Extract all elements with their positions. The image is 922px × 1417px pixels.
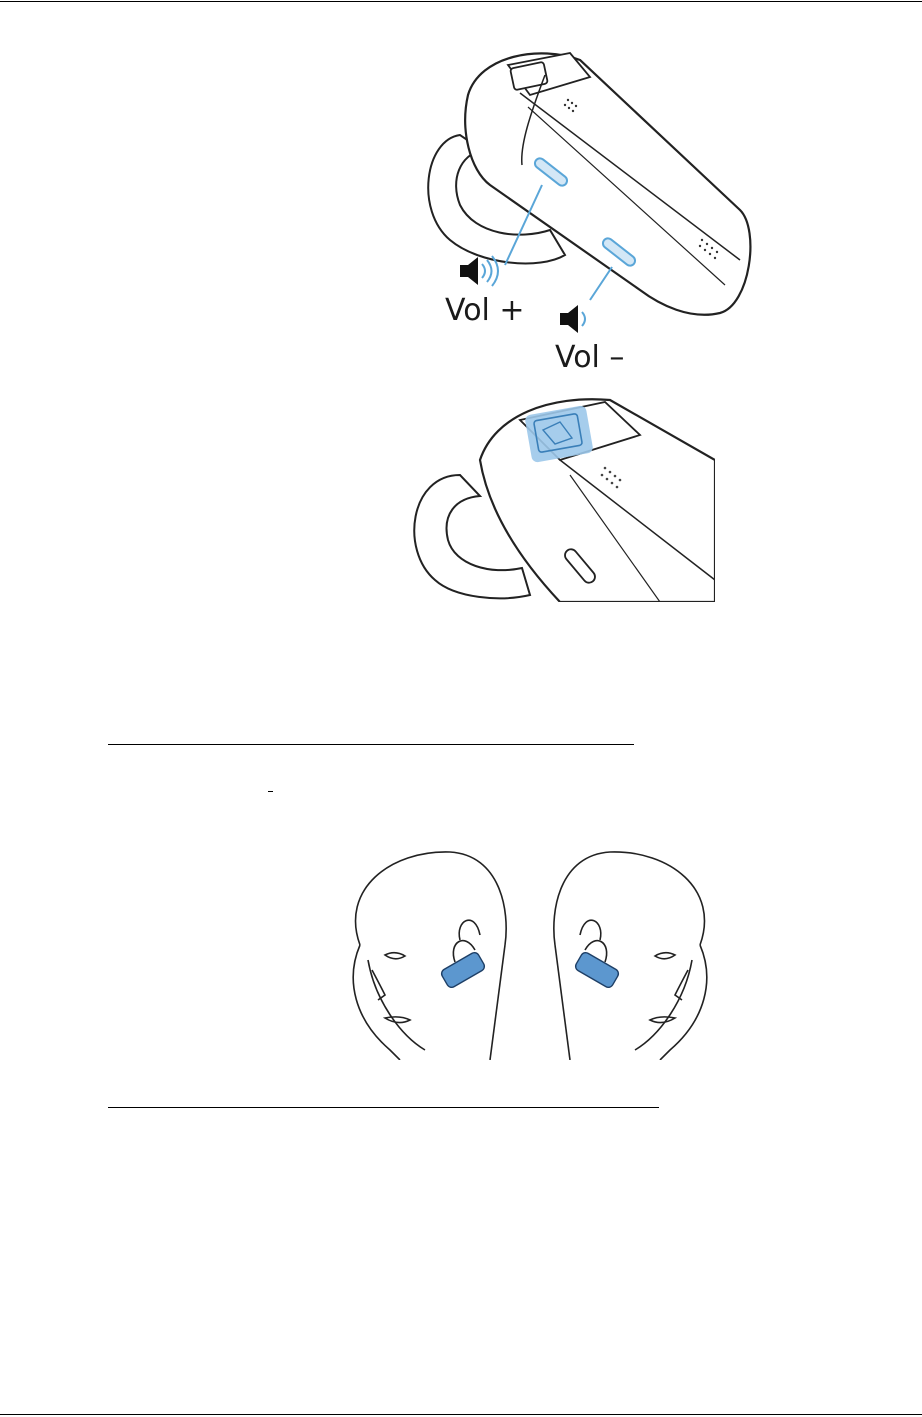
head-right-ear (353, 852, 506, 1060)
head-left-ear (554, 852, 707, 1060)
speaker-soft-icon (560, 305, 585, 333)
headset-volume-illustration (420, 35, 765, 370)
volume-buttons-figure (420, 35, 765, 370)
headset-call-button-illustration (410, 380, 715, 602)
wearing-positions-figure (330, 850, 730, 1060)
vol-down-label: Vol – (555, 340, 625, 370)
head-illustrations (330, 850, 730, 1060)
headset-on-left-ear (574, 941, 620, 990)
section-divider-bottom (108, 1107, 659, 1108)
call-button-figure (410, 380, 715, 602)
headset-body (465, 53, 750, 314)
headset-on-right-ear (440, 941, 486, 990)
page-top-border (0, 1, 922, 2)
page-bottom-border (0, 1414, 922, 1415)
underline-mark (268, 791, 273, 792)
vol-up-label: Vol + (445, 293, 525, 328)
section-divider (108, 744, 634, 745)
